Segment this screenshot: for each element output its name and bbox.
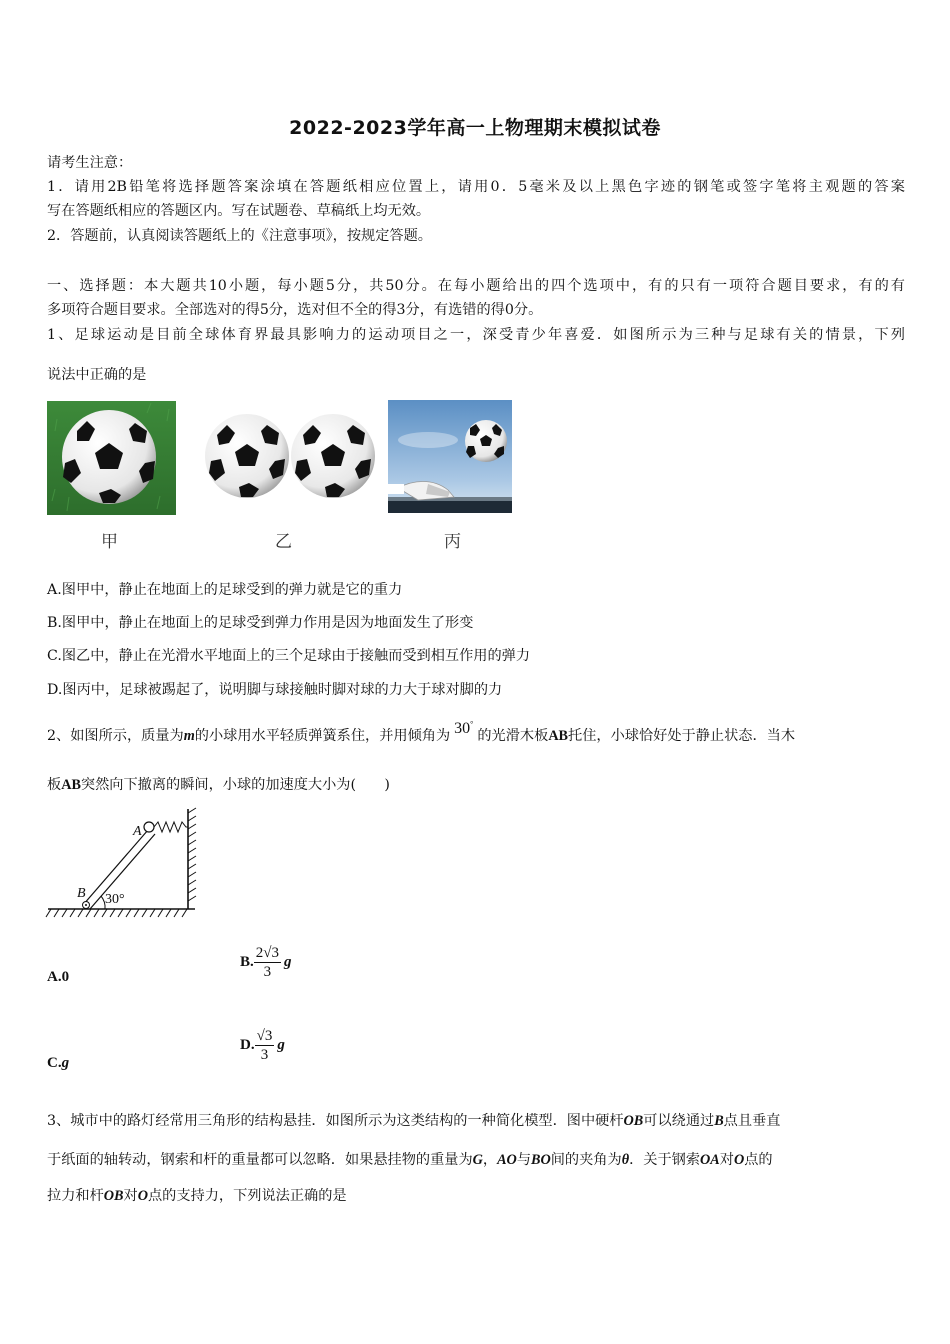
q1-figure-yi-two-soccer-balls bbox=[203, 411, 378, 501]
q2-option-a: A.0 bbox=[47, 969, 70, 985]
section1-instructions-line-1: 一、选择题：本大题共10小题，每小题5分，共50分。在每小题给出的四个选项中，有的只有一项符合题目要求，有的有 bbox=[47, 278, 905, 294]
q1-option-a: A.图甲中，静止在地面上的足球受到的弹力就是它的重力 bbox=[47, 582, 403, 598]
q2-angle-value: 30° bbox=[454, 719, 474, 737]
q2-mass-symbol: m bbox=[183, 728, 195, 744]
q3-stem-line-1: 3、城市中的路灯经常用三角形的结构悬挂．如图所示为这类结构的一种简化模型．图中硬杆OB可以绕通过B点且垂直 bbox=[47, 1113, 781, 1129]
q1-caption-yi: 乙 bbox=[275, 532, 292, 552]
q1-option-b: B.图甲中，静止在地面上的足球受到弹力作用是因为地面发生了形变 bbox=[47, 615, 474, 631]
q1-option-d: D.图丙中，足球被踢起了，说明脚与球接触时脚对球的力大于球对脚的力 bbox=[47, 682, 503, 698]
q2-text-1a: 2、如图所示，质量为 bbox=[47, 728, 184, 744]
notice-item-1-line-1: 1．请用2B铅笔将选择题答案涂填在答题纸相应位置上，请用0．5毫米及以上黑色字迹的钢笔或签字笔将主观题的答案 bbox=[47, 179, 905, 195]
q2-figure-spring-incline bbox=[45, 805, 200, 920]
notice-heading: 请考生注意： bbox=[47, 155, 133, 171]
q2-figure-label-b: B bbox=[77, 886, 86, 901]
q2-option-b: B. $\frac{2√3}{3}$ g bbox=[240, 945, 292, 980]
q1-option-c: C.图乙中，静止在光滑水平地面上的三个足球由于接触而受到相互作用的弹力 bbox=[47, 648, 531, 664]
q2-option-d: D. $\frac{√3}{3}$ g bbox=[240, 1028, 285, 1063]
q2-text-1d: 托住，小球恰好处于静止状态．当木 bbox=[568, 728, 796, 744]
q2-text-1c: 的光滑木板 bbox=[477, 728, 549, 744]
notice-item-1-line-2: 写在答题纸相应的答题区内。写在试题卷、草稿纸上均无效。 bbox=[47, 203, 431, 219]
q1-stem-line-2: 说法中正确的是 bbox=[47, 367, 147, 383]
section1-instructions-line-2: 多项符合题目要求。全部选对的得5分，选对但不全的得3分，有选错的得0分。 bbox=[47, 302, 543, 318]
q2-board-label-2: AB bbox=[61, 777, 81, 793]
q3-stem-line-2: 于纸面的轴转动，钢索和杆的重量都可以忽略．如果悬挂物的重量为G，AO与BO间的夹角为θ．关于钢索OA对O点的 bbox=[47, 1152, 773, 1168]
q1-figure-bing-kicked-ball bbox=[388, 400, 512, 513]
q2-figure-angle-label: 30° bbox=[105, 892, 125, 907]
q3-stem-line-3: 拉力和杆OB对O点的支持力，下列说法正确的是 bbox=[47, 1188, 347, 1204]
q1-caption-jia: 甲 bbox=[101, 532, 118, 552]
q1-caption-bing: 丙 bbox=[444, 532, 461, 552]
q2-text-1b: 的小球用水平轻质弹簧系住，并用倾角为 bbox=[194, 728, 451, 744]
q2-figure-label-a: A bbox=[133, 824, 142, 839]
q1-stem-line-1: 1、足球运动是目前全球体育界最具影响力的运动项目之一，深受青少年喜爱．如图所示为三种与足球有关的情景，下列 bbox=[47, 327, 905, 343]
q2-stem-line-1 bbox=[47, 719, 905, 745]
q2-option-b-fraction: $\frac{2√3}{3}$ bbox=[255, 945, 279, 980]
notice-item-2: 2．答题前，认真阅读答题纸上的《注意事项》，按规定答题。 bbox=[47, 228, 432, 244]
q2-option-c: C.g bbox=[47, 1055, 70, 1071]
q2-board-label: AB bbox=[548, 728, 569, 744]
q2-stem-line-2: 板AB突然向下撤离的瞬间，小球的加速度大小为( ) bbox=[47, 777, 390, 793]
page-title: 2022-2023学年高一上物理期末模拟试卷 bbox=[289, 117, 661, 139]
q1-figure-jia-soccer-on-grass bbox=[47, 401, 176, 515]
q2-option-d-fraction: $\frac{√3}{3}$ bbox=[256, 1028, 273, 1063]
